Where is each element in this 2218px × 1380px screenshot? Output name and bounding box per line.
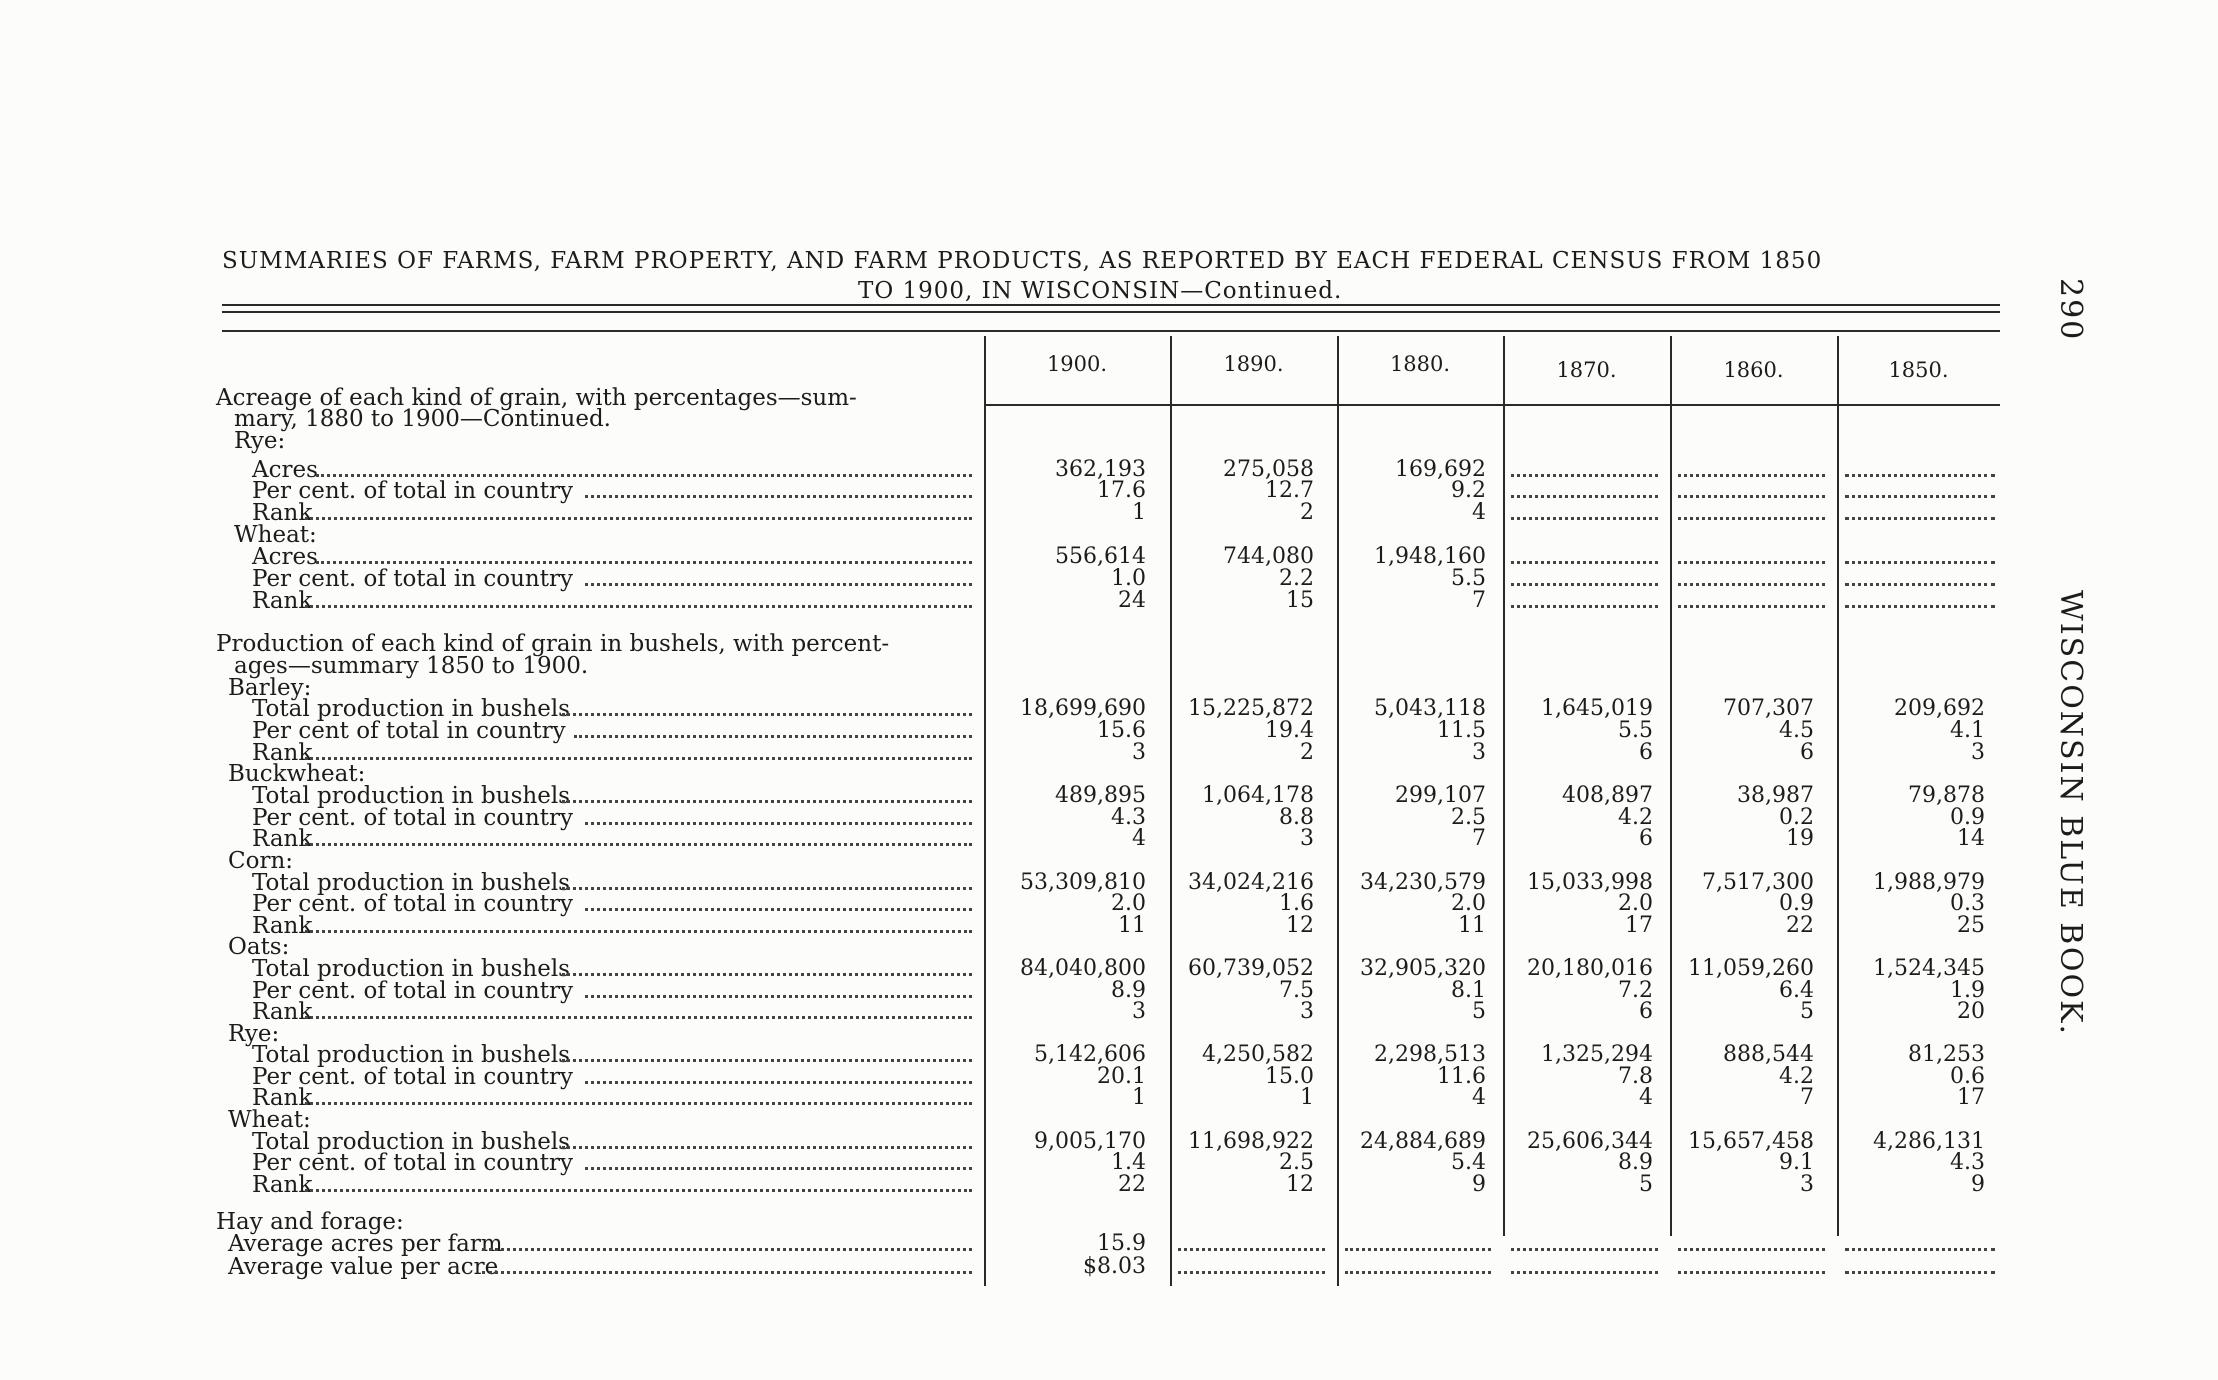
- empty-cell-leader: [1845, 517, 1995, 520]
- value-cell: 60,739,052: [1188, 956, 1314, 981]
- value-cell: 12: [1286, 913, 1314, 938]
- value-cell: 3: [1800, 1172, 1814, 1197]
- empty-cell-leader: [1511, 583, 1658, 586]
- value-cell: 4.5: [1779, 718, 1814, 743]
- empty-cell-leader: [1178, 1248, 1325, 1251]
- row-label: Total production in bushels: [252, 696, 570, 722]
- row-label: Rye:: [234, 428, 286, 454]
- value-cell: 15,657,458: [1688, 1129, 1814, 1154]
- value-cell: 8.9: [1618, 1150, 1653, 1175]
- dot-leader: [305, 1189, 972, 1192]
- value-cell: 7.8: [1618, 1064, 1653, 1089]
- value-cell: 0.3: [1950, 891, 1985, 916]
- empty-cell-leader: [1845, 474, 1995, 477]
- row-label: ages—summary 1850 to 1900.: [234, 653, 589, 679]
- row-label: Acreage of each kind of grain, with percentages—sum-: [216, 385, 857, 411]
- value-cell: 888,544: [1723, 1042, 1814, 1067]
- value-cell: 4.3: [1950, 1150, 1985, 1175]
- value-cell: 17: [1957, 1085, 1985, 1110]
- value-cell: 3: [1300, 999, 1314, 1024]
- value-cell: 0.9: [1950, 805, 1985, 830]
- dot-leader: [585, 495, 972, 498]
- row-label: Production of each kind of grain in bushels, with percent-: [216, 631, 890, 657]
- value-cell: 9: [1472, 1172, 1486, 1197]
- value-cell: 4.1: [1950, 718, 1985, 743]
- value-cell: 20.1: [1097, 1064, 1146, 1089]
- dot-leader: [562, 887, 972, 890]
- value-cell: 5,043,118: [1374, 696, 1486, 721]
- empty-cell-leader: [1845, 561, 1995, 564]
- empty-cell-leader: [1845, 495, 1995, 498]
- dot-leader: [316, 474, 972, 477]
- dot-leader: [585, 908, 972, 911]
- value-cell: 169,692: [1395, 457, 1486, 482]
- empty-cell-leader: [1511, 1248, 1658, 1251]
- table-title-line2: TO 1900, IN WISCONSIN—Continued.: [858, 278, 1343, 304]
- dot-leader: [482, 1271, 972, 1274]
- dot-leader: [574, 735, 972, 738]
- dot-leader: [562, 973, 972, 976]
- value-cell: 2,298,513: [1374, 1042, 1486, 1067]
- value-cell: 4: [1639, 1085, 1653, 1110]
- value-cell: 4,250,582: [1202, 1042, 1314, 1067]
- value-cell: 362,193: [1055, 457, 1146, 482]
- value-cell: 1: [1132, 1085, 1146, 1110]
- value-cell: 707,307: [1723, 696, 1814, 721]
- value-cell: 2: [1300, 500, 1314, 525]
- value-cell: 17: [1625, 913, 1653, 938]
- value-cell: 4.3: [1111, 805, 1146, 830]
- value-cell: 15.6: [1097, 718, 1146, 743]
- dot-leader: [305, 757, 972, 760]
- dot-leader: [482, 1248, 972, 1251]
- row-label: Average value per acre: [228, 1254, 499, 1280]
- value-cell: 1,948,160: [1374, 544, 1486, 569]
- value-cell: 4: [1132, 826, 1146, 851]
- row-label: Wheat:: [234, 522, 317, 548]
- value-cell: 1,645,019: [1541, 696, 1653, 721]
- value-cell: 4.2: [1779, 1064, 1814, 1089]
- value-cell: 1.9: [1950, 978, 1985, 1003]
- value-cell: 6.4: [1779, 978, 1814, 1003]
- row-label: Rank: [252, 913, 313, 939]
- row-label: Per cent. of total in country: [252, 805, 573, 831]
- value-cell: 20: [1957, 999, 1985, 1024]
- empty-cell-leader: [1678, 517, 1825, 520]
- empty-cell-leader: [1511, 605, 1658, 608]
- value-cell: 9: [1971, 1172, 1985, 1197]
- dot-leader: [305, 605, 972, 608]
- value-cell: 5.4: [1451, 1150, 1486, 1175]
- empty-cell-leader: [1678, 474, 1825, 477]
- value-cell: 24: [1118, 588, 1146, 613]
- dot-leader: [585, 995, 972, 998]
- column-year-header: 1880.: [1389, 352, 1451, 376]
- value-cell: 25,606,344: [1527, 1129, 1653, 1154]
- value-cell: $8.03: [1083, 1254, 1146, 1279]
- value-cell: 1: [1132, 500, 1146, 525]
- value-cell: 11.6: [1437, 1064, 1486, 1089]
- dot-leader: [585, 583, 972, 586]
- value-cell: 1.4: [1111, 1150, 1146, 1175]
- dot-leader: [562, 1059, 972, 1062]
- value-cell: 6: [1639, 999, 1653, 1024]
- value-cell: 3: [1132, 999, 1146, 1024]
- row-label: Total production in bushels: [252, 1129, 570, 1155]
- table-title-line1: SUMMARIES OF FARMS, FARM PROPERTY, AND FARM PRODUCTS, AS REPORTED BY EACH FEDERAL CENSUS FROM 1850: [222, 248, 1823, 274]
- value-cell: 9.2: [1451, 478, 1486, 503]
- value-cell: 15,033,998: [1527, 870, 1653, 895]
- value-cell: 209,692: [1894, 696, 1985, 721]
- value-cell: 81,253: [1908, 1042, 1985, 1067]
- value-cell: 11: [1118, 913, 1146, 938]
- value-cell: 2.0: [1111, 891, 1146, 916]
- empty-cell-leader: [1678, 495, 1825, 498]
- value-cell: 34,024,216: [1188, 870, 1314, 895]
- empty-cell-leader: [1345, 1248, 1491, 1251]
- value-cell: 19: [1786, 826, 1814, 851]
- value-cell: 408,897: [1562, 783, 1653, 808]
- empty-cell-leader: [1511, 517, 1658, 520]
- value-cell: 556,614: [1055, 544, 1146, 569]
- value-cell: 32,905,320: [1360, 956, 1486, 981]
- value-cell: 14: [1957, 826, 1985, 851]
- row-label: Acres: [252, 457, 318, 483]
- row-label: Hay and forage:: [216, 1209, 404, 1235]
- value-cell: 8.8: [1279, 805, 1314, 830]
- empty-cell-leader: [1845, 583, 1995, 586]
- value-cell: 489,895: [1055, 783, 1146, 808]
- row-label: Per cent. of total in country: [252, 1150, 573, 1176]
- value-cell: 17.6: [1097, 478, 1146, 503]
- value-cell: 1,988,979: [1873, 870, 1985, 895]
- row-label: Average acres per farm: [228, 1231, 503, 1257]
- dot-leader: [305, 517, 972, 520]
- value-cell: 25: [1957, 913, 1985, 938]
- row-label: Barley:: [228, 675, 312, 701]
- value-cell: 12: [1286, 1172, 1314, 1197]
- value-cell: 299,107: [1395, 783, 1486, 808]
- dot-leader: [305, 1016, 972, 1019]
- header-rule-top: [222, 330, 2000, 332]
- value-cell: 2.0: [1451, 891, 1486, 916]
- empty-cell-leader: [1678, 583, 1825, 586]
- value-cell: 0.9: [1779, 891, 1814, 916]
- running-head: WISCONSIN BLUE BOOK.: [2053, 590, 2088, 1037]
- value-cell: 2: [1300, 740, 1314, 765]
- value-cell: 5.5: [1451, 566, 1486, 591]
- value-cell: 5: [1639, 1172, 1653, 1197]
- title-rule-top: [222, 304, 2000, 306]
- row-label: Rye:: [228, 1021, 280, 1047]
- row-label: Oats:: [228, 934, 290, 960]
- dot-leader: [585, 822, 972, 825]
- value-cell: 79,878: [1908, 783, 1985, 808]
- value-cell: 38,987: [1737, 783, 1814, 808]
- value-cell: 275,058: [1223, 457, 1314, 482]
- value-cell: 1.0: [1111, 566, 1146, 591]
- title-rule-bottom: [222, 311, 2000, 313]
- row-label: Total production in bushels: [252, 1042, 570, 1068]
- dot-leader: [585, 1167, 972, 1170]
- column-year-header: 1870.: [1556, 358, 1617, 382]
- row-label: Total production in bushels: [252, 870, 570, 896]
- value-cell: 3: [1472, 740, 1486, 765]
- row-label: Per cent. of total in country: [252, 978, 573, 1004]
- value-cell: 7: [1472, 588, 1486, 613]
- dot-leader: [562, 1146, 972, 1149]
- column-year-header: 1860.: [1723, 358, 1784, 382]
- value-cell: 1.6: [1279, 891, 1314, 916]
- row-label: Buckwheat:: [228, 761, 366, 787]
- value-cell: 1,524,345: [1873, 956, 1985, 981]
- value-cell: 6: [1639, 826, 1653, 851]
- value-cell: 7: [1800, 1085, 1814, 1110]
- value-cell: 5.5: [1618, 718, 1653, 743]
- value-cell: 744,080: [1223, 544, 1314, 569]
- value-cell: 20,180,016: [1527, 956, 1653, 981]
- value-cell: 11: [1458, 913, 1486, 938]
- empty-cell-leader: [1678, 1248, 1825, 1251]
- row-label: Acres: [252, 544, 318, 570]
- row-label: Per cent. of total in country: [252, 478, 573, 504]
- empty-cell-leader: [1845, 605, 1995, 608]
- value-cell: 2.5: [1451, 805, 1486, 830]
- row-label: Per cent of total in country: [252, 718, 566, 744]
- column-year-header: 1850.: [1888, 358, 1949, 382]
- empty-cell-leader: [1678, 561, 1825, 564]
- row-label: Rank: [252, 999, 313, 1025]
- value-cell: 53,309,810: [1020, 870, 1146, 895]
- value-cell: 0.2: [1779, 805, 1814, 830]
- value-cell: 0.6: [1950, 1064, 1985, 1089]
- value-cell: 4.2: [1618, 805, 1653, 830]
- row-label: mary, 1880 to 1900—Continued.: [234, 406, 611, 432]
- dot-leader: [305, 1102, 972, 1105]
- row-label: Rank: [252, 1085, 313, 1111]
- empty-cell-leader: [1178, 1271, 1325, 1274]
- value-cell: 19.4: [1265, 718, 1314, 743]
- row-label: Rank: [252, 500, 313, 526]
- empty-cell-leader: [1678, 1271, 1825, 1274]
- value-cell: 11.5: [1437, 718, 1486, 743]
- value-cell: 84,040,800: [1020, 956, 1146, 981]
- value-cell: 2.5: [1279, 1150, 1314, 1175]
- row-label: Wheat:: [228, 1107, 311, 1133]
- value-cell: 15.9: [1097, 1231, 1146, 1256]
- empty-cell-leader: [1511, 1271, 1658, 1274]
- value-cell: 1,064,178: [1202, 783, 1314, 808]
- value-cell: 11,059,260: [1688, 956, 1814, 981]
- empty-cell-leader: [1845, 1248, 1995, 1251]
- value-cell: 5: [1800, 999, 1814, 1024]
- value-cell: 15.0: [1265, 1064, 1314, 1089]
- value-cell: 9,005,170: [1034, 1129, 1146, 1154]
- value-cell: 3: [1300, 826, 1314, 851]
- header-rule-bottom: [984, 404, 2000, 406]
- value-cell: 9.1: [1779, 1150, 1814, 1175]
- empty-cell-leader: [1511, 561, 1658, 564]
- row-label: Rank: [252, 740, 313, 766]
- value-cell: 6: [1800, 740, 1814, 765]
- column-year-header: 1890.: [1223, 352, 1284, 376]
- value-cell: 15: [1286, 588, 1314, 613]
- value-cell: 34,230,579: [1360, 870, 1486, 895]
- value-cell: 4: [1472, 1085, 1486, 1110]
- dot-leader: [562, 800, 972, 803]
- value-cell: 22: [1786, 913, 1814, 938]
- dot-leader: [305, 843, 972, 846]
- page-number: 290: [2053, 278, 2088, 342]
- value-cell: 1: [1300, 1085, 1314, 1110]
- value-cell: 1,325,294: [1541, 1042, 1653, 1067]
- row-label: Rank: [252, 588, 313, 614]
- value-cell: 7.5: [1279, 978, 1314, 1003]
- value-cell: 11,698,922: [1188, 1129, 1314, 1154]
- empty-cell-leader: [1345, 1271, 1491, 1274]
- value-cell: 6: [1639, 740, 1653, 765]
- value-cell: 3: [1132, 740, 1146, 765]
- value-cell: 8.9: [1111, 978, 1146, 1003]
- column-year-header: 1900.: [1046, 352, 1108, 376]
- row-label: Total production in bushels: [252, 783, 570, 809]
- row-label: Per cent. of total in country: [252, 566, 573, 592]
- value-cell: 4,286,131: [1873, 1129, 1985, 1154]
- value-cell: 12.7: [1265, 478, 1314, 503]
- dot-leader: [305, 930, 972, 933]
- value-cell: 7: [1472, 826, 1486, 851]
- dot-leader: [562, 713, 972, 716]
- row-label: Rank: [252, 826, 313, 852]
- value-cell: 7.2: [1618, 978, 1653, 1003]
- empty-cell-leader: [1511, 474, 1658, 477]
- row-label: Per cent. of total in country: [252, 1064, 573, 1090]
- empty-cell-leader: [1678, 605, 1825, 608]
- value-cell: 7,517,300: [1702, 870, 1814, 895]
- empty-cell-leader: [1845, 1271, 1995, 1274]
- value-cell: 5,142,606: [1034, 1042, 1146, 1067]
- value-cell: 24,884,689: [1360, 1129, 1486, 1154]
- value-cell: 8.1: [1451, 978, 1486, 1003]
- value-cell: 18,699,690: [1020, 696, 1146, 721]
- value-cell: 3: [1971, 740, 1985, 765]
- row-label: Rank: [252, 1172, 313, 1198]
- value-cell: 2.2: [1279, 566, 1314, 591]
- value-cell: 15,225,872: [1188, 696, 1314, 721]
- dot-leader: [585, 1081, 972, 1084]
- row-label: Total production in bushels: [252, 956, 570, 982]
- value-cell: 2.0: [1618, 891, 1653, 916]
- dot-leader: [316, 561, 972, 564]
- value-cell: 4: [1472, 500, 1486, 525]
- row-label: Corn:: [228, 848, 294, 874]
- row-label: Per cent. of total in country: [252, 891, 573, 917]
- empty-cell-leader: [1511, 495, 1658, 498]
- value-cell: 22: [1118, 1172, 1146, 1197]
- value-cell: 5: [1472, 999, 1486, 1024]
